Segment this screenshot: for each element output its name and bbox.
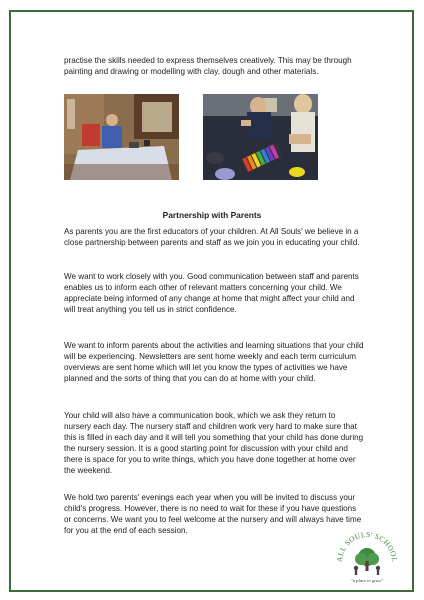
painting-photo bbox=[64, 94, 179, 180]
paragraph-first-educators: As parents you are the first educators of your children. At All Souls' we believe in a close partnership between parents and staff as we join you in educating your child. bbox=[64, 227, 360, 247]
school-logo bbox=[332, 528, 402, 586]
paragraph-newsletters: We want to inform parents about the activities and learning situations that your child will be experiencing. Newsletters are sent home weekly and each term curriculum overviews are sent home which will let you know the types of activities we have planned and the sorts of thing that you can do at home with your child. bbox=[64, 341, 364, 383]
tree-icon bbox=[354, 548, 380, 575]
paragraph-communication: We want to work closely with you. Good communication between staff and parents enables us to inform each other of relevant matters concerning your child. We appreciate being informed of any change at home that might affect your child and will treat anything you tell us in strict confidence. bbox=[64, 272, 359, 314]
intro-paragraph: practise the skills needed to express themselves creatively. This may be through painting and drawing or modelling with clay, dough and other materials. bbox=[64, 56, 352, 76]
xylophone-photo bbox=[203, 94, 318, 180]
paragraph-communication-book: Your child will also have a communication book, which we ask they return to nursery each day. The nursery staff and children work very hard to make sure that this is filled in each day and it will tell you something that your child has done during the nursery session. It is a good starting point for discussion with your child and there is space for you to write things, which you have done together at home over the weekend. bbox=[64, 411, 364, 475]
logo-tagline: "a place to grow" bbox=[350, 578, 384, 583]
logo-name: ALL SOULS' SCHOOL bbox=[334, 529, 400, 563]
paragraph-parents-evenings: We hold two parents' evenings each year when you will be invited to discuss your child's progress. However, there is no need to wait for these if you have questions or concerns. We want you to feel welcome at the nursery and will always have time for you at the end of each session. bbox=[64, 493, 362, 535]
section-title: Partnership with Parents bbox=[162, 210, 262, 220]
